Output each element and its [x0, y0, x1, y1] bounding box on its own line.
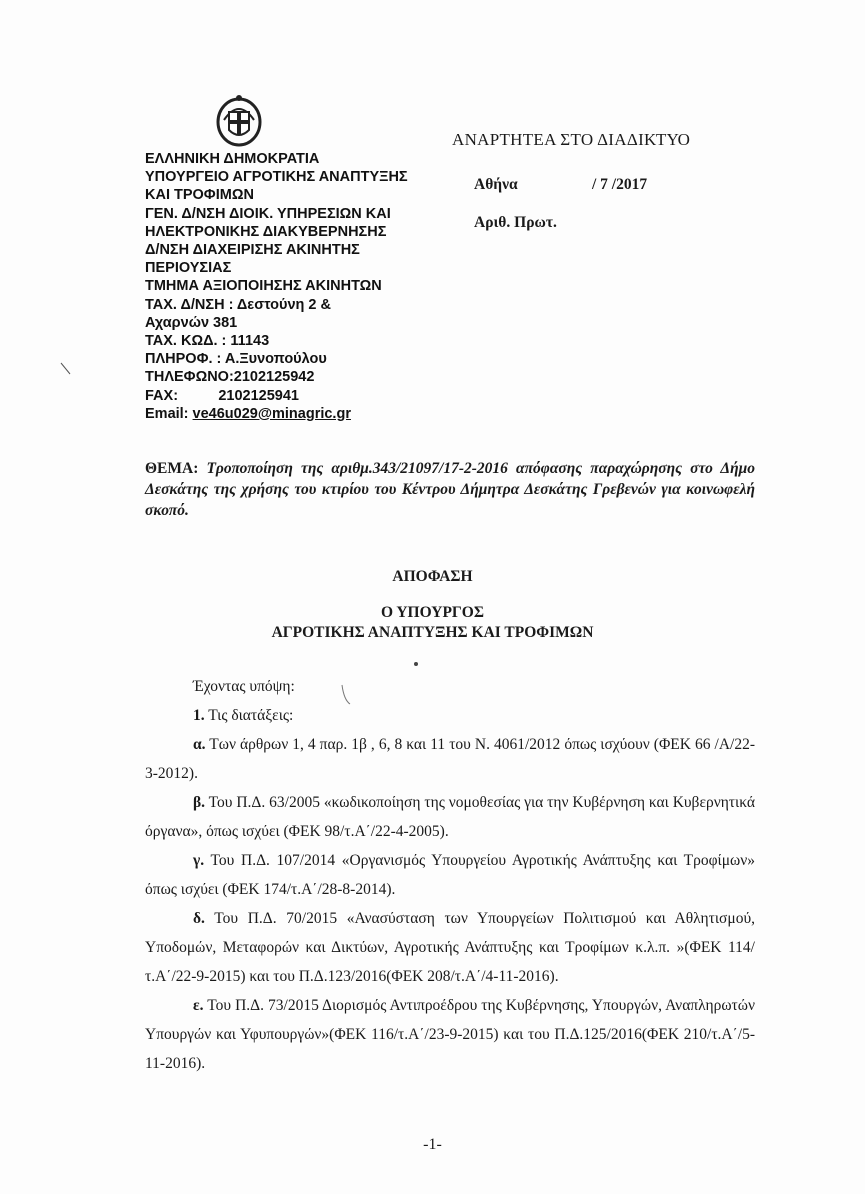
document-meta	[452, 130, 691, 231]
item-c-text: Του Π.Δ. 107/2014 «Οργανισμός Υπουργείου Αγροτικής Ανάπτυξης και Τροφίμων» όπως ισχύει (ΦΕΚ 174/τ.Α΄/28-8-2014).	[145, 852, 755, 898]
item-1-number: 1.	[193, 707, 205, 724]
minister-line-1: Ο ΥΠΟΥΡΓΟΣ	[381, 604, 484, 621]
greek-emblem-icon	[214, 92, 264, 148]
header-line-gen-directorate: ΓΕΝ. Δ/ΝΣΗ ΔΙΟΙΚ. ΥΠΗΡΕΣΙΩΝ ΚΑΙ	[145, 205, 391, 222]
header-line-ministry-cont: ΚΑΙ ΤΡΟΦΙΜΩΝ	[145, 187, 254, 204]
pen-mark	[340, 684, 352, 706]
considering-line: Έχοντας υπόψη:	[193, 678, 295, 695]
item-c-label: γ.	[193, 852, 205, 869]
item-d-label: δ.	[193, 910, 205, 927]
ink-dot	[414, 662, 418, 666]
city-label: Αθήνα	[474, 176, 518, 193]
item-d-text: Του Π.Δ. 70/2015 «Ανασύσταση των Υπουργείων Πολιτισμού και Αθλητισμού, Υποδομών, Μεταφορών και Δικτύων, Αγροτικής Ανάπτυξης και Τροφίμων κ.λ.π. »(ΦΕΚ 114/τ.Α΄/22-9-2015) και του Π.Δ.123/2016(ΦΕΚ 208/τ.Α΄/4-11-2016).	[145, 910, 755, 985]
sender-header	[145, 150, 445, 423]
item-a-text: Των άρθρων 1, 4 παρ. 1β , 6, 8 και 11 του Ν. 4061/2012 όπως ισχύουν (ΦΕΚ 66 /Α/22-3-2012).	[145, 736, 755, 782]
item-a	[145, 730, 755, 788]
header-line-department: ΤΜΗΜΑ ΑΞΙΟΠΟΙΗΣΗΣ ΑΚΙΝΗΤΩΝ	[145, 278, 382, 295]
email-label: Email:	[145, 405, 193, 422]
header-line-directorate-cont: ΠΕΡΙΟΥΣΙΑΣ	[145, 260, 232, 277]
scan-mark	[60, 362, 72, 376]
item-1-text: Τις διατάξεις:	[204, 707, 294, 724]
item-1	[145, 701, 755, 730]
header-line-address: ΤΑΧ. Δ/ΝΣΗ : Δεστούνη 2 &	[145, 296, 331, 313]
page-number: -1-	[423, 1136, 442, 1153]
item-e-label: ε.	[193, 997, 204, 1014]
item-e-text: Του Π.Δ. 73/2015 Διορισμός Αντιπροέδρου της Κυβέρνησης, Υπουργών, Αναπληρωτών Υπουργών και Υφυπουργών»(ΦΕΚ 116/τ.Α΄/23-9-2015) και του Π.Δ.125/2016(ΦΕΚ 210/τ.Α΄/5-11-2016).	[145, 997, 755, 1072]
header-line-phone: ΤΗΛΕΦΩΝΟ:2102125942	[145, 369, 315, 386]
post-online-notice: ΑΝΑΡΤΗΤΕΑ ΣΤΟ ΔΙΑΔΙΚΤΥΟ	[452, 130, 691, 149]
header-line-directorate: Δ/ΝΣΗ ΔΙΑΧΕΙΡΙΣΗΣ ΑΚΙΝΗΤΗΣ	[145, 242, 360, 259]
decision-body	[145, 672, 755, 1078]
header-line-fax: FAX: 2102125941	[145, 387, 299, 404]
subject-label: ΘΕΜΑ:	[145, 460, 199, 477]
decision-title: ΑΠΟΦΑΣΗ	[392, 568, 473, 585]
header-line-email	[145, 405, 445, 423]
item-a-label: α.	[193, 736, 206, 753]
item-d	[145, 904, 755, 991]
protocol-number-label: Αριθ. Πρωτ.	[474, 214, 557, 231]
header-line-gen-directorate-cont: ΗΛΕΚΤΡΟΝΙΚΗΣ ΔΙΑΚΥΒΕΡΝΗΣΗΣ	[145, 223, 387, 240]
subject-text: Τροποποίηση της αριθμ.343/21097/17-2-2016 απόφασης παραχώρησης στο Δήμο Δεσκάτης της χρήσης του κτιρίου του Κέντρου Δήμητρα Δεσκάτης Γρεβενών για κοινωφελή σκοπό.	[145, 460, 755, 519]
header-line-postcode: ΤΑΧ. ΚΩΔ. : 11143	[145, 333, 270, 350]
minister-line-2: ΑΓΡΟΤΙΚΗΣ ΑΝΑΠΤΥΞΗΣ ΚΑΙ ΤΡΟΦΙΜΩΝ	[271, 624, 594, 641]
header-line-address-cont: Αχαρνών 381	[145, 314, 238, 331]
item-c	[145, 846, 755, 904]
item-b-text: Του Π.Δ. 63/2005 «κωδικοποίηση της νομοθεσίας για την Κυβέρνηση και Κυβερνητικά όργανα», όπως ισχύει (ΦΕΚ 98/τ.Α΄/22-4-2005).	[145, 794, 755, 840]
date-value: / 7 /2017	[592, 176, 648, 193]
subject-block	[145, 458, 755, 521]
item-b-label: β.	[193, 794, 206, 811]
header-line-country: ΕΛΛΗΝΙΚΗ ΔΗΜΟΚΡΑΤΙΑ	[145, 151, 320, 167]
item-b	[145, 788, 755, 846]
email-link[interactable]: ve46u029@minagric.gr	[192, 405, 351, 422]
item-e	[145, 991, 755, 1078]
header-line-ministry: ΥΠΟΥΡΓΕΙΟ ΑΓΡΟΤΙΚΗΣ ΑΝΑΠΤΥΞΗΣ	[145, 169, 408, 186]
header-line-contact: ΠΛΗΡΟΦ. : Α.Ξυνοπούλου	[145, 351, 327, 368]
